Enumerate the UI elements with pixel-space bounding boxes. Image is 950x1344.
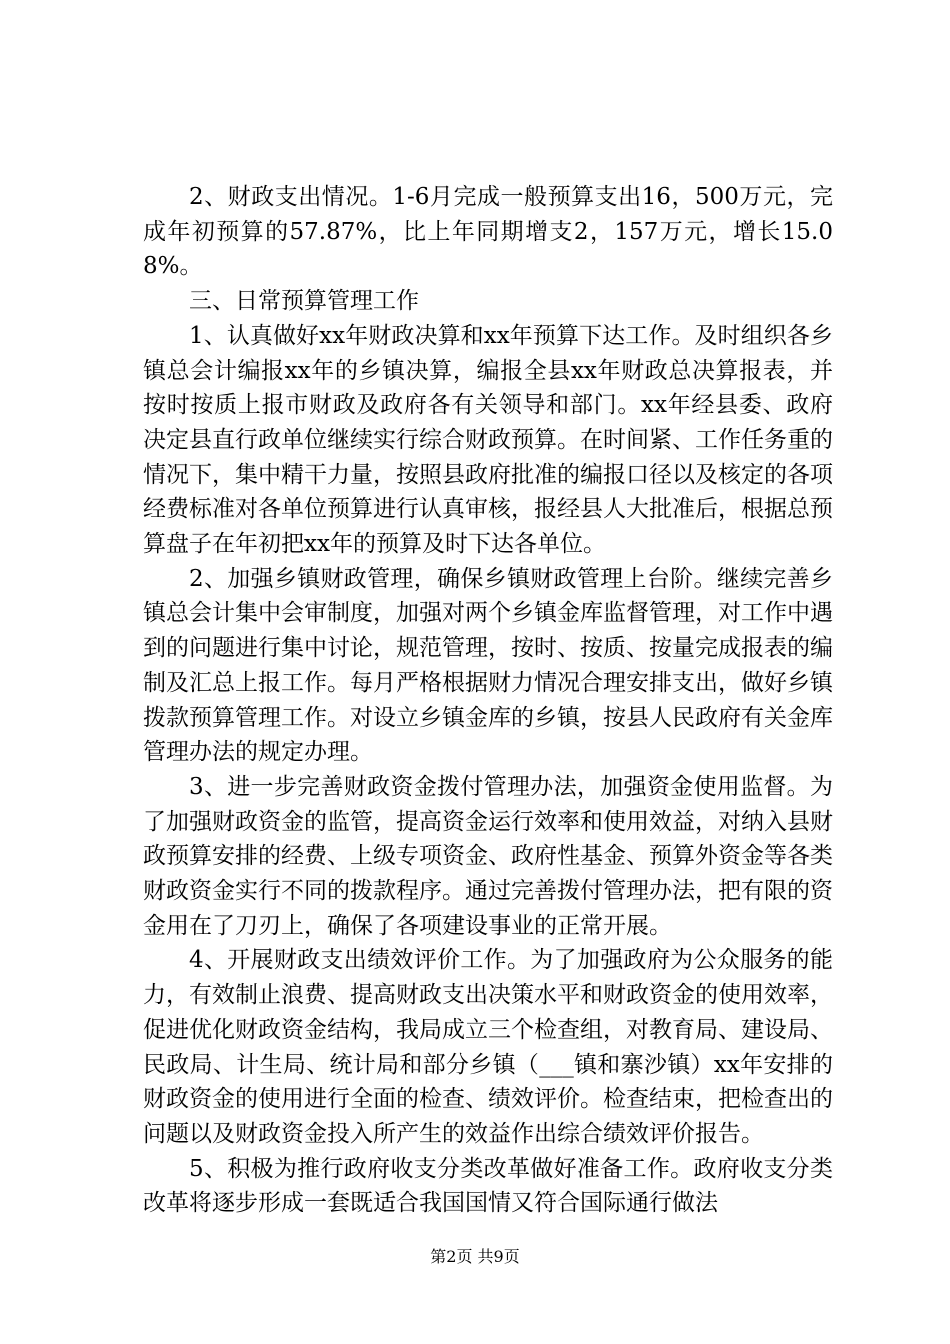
paragraph-item-3: 3、进一步完善财政资金拨付管理办法，加强资金使用监督。为了加强财政资金的监管，提高资金运行效率和使用效益，对纳入县财政预算安排的经费、上级专项资金、政府性基金、预算外资金等各类财政资金实行不同的拨款程序。通过完善拨付管理办法，把有限的资金用在了刀刃上，确保了各项建设事业的正常开展。 [143, 773, 833, 939]
paragraph-item-1: 1、认真做好xx年财政决算和xx年预算下达工作。及时组织各乡镇总会计编报xx年的乡镇决算，编报全县xx年财政总决算报表，并按时按质上报市财政及政府各有关领导和部门。xx年经县委、政府决定县直行政单位继续实行综合财政预算。在时间紧、工作任务重的情况下，集中精干力量，按照县政府批准的编报口径以及核定的各项经费标准对各单位预算进行认真审核，报经县人大批准后，根据总预算盘子在年初把xx年的预算及时下达各单位。 [143, 322, 833, 558]
section-heading-budget-management: 三、日常预算管理工作 [189, 288, 419, 315]
paragraph-item-2: 2、加强乡镇财政管理，确保乡镇财政管理上台阶。继续完善乡镇总会计集中会审制度，加强对两个乡镇金库监督管理，对工作中遇到的问题进行集中讨论，规范管理，按时、按质、按量完成报表的编制及汇总上报工作。每月严格根据财力情况合理安排支出，做好乡镇拨款预算管理工作。对设立乡镇金库的乡镇，按县人民政府有关金库管理办法的规定办理。 [143, 565, 833, 766]
paragraph-item-4: 4、开展财政支出绩效评价工作。为了加强政府为公众服务的能力，有效制止浪费、提高财政支出决策水平和财政资金的使用效率，促进优化财政资金结构，我局成立三个检查组，对教育局、建设局、民政局、计生局、统计局和部分乡镇（___镇和寨沙镇）xx年安排的财政资金的使用进行全面的检查、绩效评价。检查结束，把检查出的问题以及财政资金投入所产生的效益作出综合绩效评价报告。 [143, 947, 833, 1147]
page-number-footer: 第2页 共9页 [430, 1247, 520, 1266]
document-body [143, 180, 833, 1221]
paragraph-item-5: 5、积极为推行政府收支分类改革做好准备工作。政府收支分类改革将逐步形成一套既适合我国国情又符合国际通行做法 [143, 1155, 833, 1217]
paragraph-expenditure: 2、财政支出情况。1-6月完成一般预算支出16，500万元，完成年初预算的57.87%，比上年同期增支2，157万元，增长15.08%。 [143, 184, 833, 280]
